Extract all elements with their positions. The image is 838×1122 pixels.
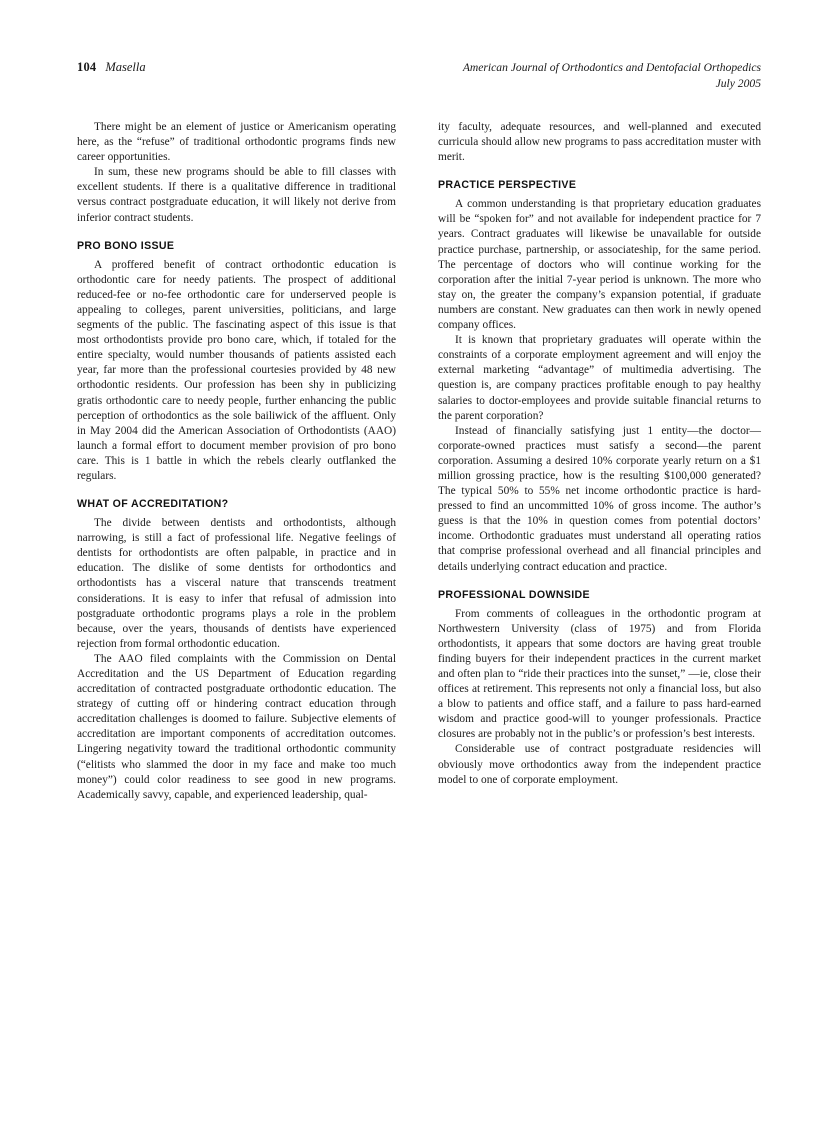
column-right [438,120,761,788]
heading-pro-bono-issue: PRO BONO ISSUE [77,239,175,252]
column-left [77,120,396,803]
paragraph-financially-satisfying: Instead of financially satisfying just 1 entity—the doctor—corporate-owned practices must satisfy a second—the parent corporation. Assuming a desired 10% corporate yearly return on a $1 million grossing practice, how is the resulting $100,000 generated? The typical 50% to 55% net income orthodontic practice is hard-pressed to find an uncommitted 10% of gross income. The author’s guess is that the 10% in question comes from potential doctors’ income. Orthodontic graduates must understand all operating ratios that comprise professional overhead and all financial principles and details underlying contract education and practice. [438,424,761,573]
journal-title: American Journal of Orthodontics and Dentofacial Orthopedics [462,61,761,74]
running-head-left [77,60,146,75]
running-head [77,60,761,93]
author-name: Masella [105,60,146,74]
paragraph-quality-faculty-continued: ity faculty, adequate resources, and well-planned and executed curricula should allow new programs to pass accreditation muster with merit. [438,121,761,164]
paragraph-proffered-benefit: A proffered benefit of contract orthodontic education is orthodontic care for needy patients. The prospect of additional reduced-fee or no-fee orthodontic care for underserved people is appealing to colleges, parent universities, politicians, and large segments of the public. The fascinating aspect of this issue is that most orthodontists provide pro bono care, which, if totaled for the entire specialty, would number thousands of patients assisted each year, far more than the professional courtesies provided by 48 new orthodontic residents. Our profession has been shy in publicizing gratis orthodontic care to needy people, further enhancing the public perception of orthodontics as the sole bailiwick of the affluent. Only in May 2004 did the American Association of Orthodontists (AAO) launch a formal effort to document member provision of pro bono care. This is 1 battle in which the rebels clearly outflanked the regulars. [77,258,396,482]
paragraph-common-understanding: A common understanding is that proprietary education graduates will be “spoken for” and not available for independent practice for 7 years. Contract graduates will likewise be unavailable for outside practice purchase, partnership, or associateship, for the same period. The percentage of doctors who will continue working for the corporation after the initial 7-year period is unknown. The more who stay on, the greater the company’s expansion potential, if graduate numbers are constant. New graduates can then work in newly opened company offices. [438,198,761,332]
body-columns [77,120,761,1070]
paragraph-proprietary-graduates: It is known that proprietary graduates will operate within the constraints of a corporate employment agreement and will enjoy the external marketing “advantage” of multimedia advertising. The question is, are company practices profitable enough to pay healthy salaries to doctor-employees and provide suitable financial returns to the parent corporation? [438,334,761,422]
heading-professional-downside: PROFESSIONAL DOWNSIDE [438,588,590,601]
paragraph-aao-complaints: The AAO filed complaints with the Commission on Dental Accreditation and the US Department of Education regarding accreditation of contracted postgraduate orthodontic education. The strategy of cutting off or hindering contract education through accreditation challenges is doomed to failure. Subjective elements of accreditation are important components of accreditation outcomes. Lingering negativity toward the traditional orthodontic community (“elitists who slammed the door in my face and make too much money”) could color readiness to see good in new programs. Academically savvy, capable, and experienced leadership, qual- [77,652,396,801]
page-number: 104 [77,60,97,74]
heading-what-of-accreditation: WHAT OF ACCREDITATION? [77,498,229,511]
running-head-right [463,60,761,93]
paragraph-in-sum: In sum, these new programs should be able to fill classes with excellent students. If there is a qualitative difference in traditional versus contract postgraduate education, it will likely not derive from inferior contract students. [77,166,396,224]
issue-date: July 2005 [715,77,761,91]
paragraph-divide-dentists: The divide between dentists and orthodontists, although narrowing, is still a fact of professional life. Negative feelings of dentists for orthodontists are often palpable, in practice and in education. The dislike of some dentists for orthodontics and orthodontists has a visceral nature that transcends treatment considerations. It is easy to infer that refusal of admission into postgraduate orthodontic programs plays a role in the problem because, over the years, thousands of dentists have experienced rejection from formal orthodontic education. [77,517,396,650]
paragraph-colleagues-comments: From comments of colleagues in the orthodontic program at Northwestern University (class of 1975) and from Florida orthodontists, it appears that some doctors are having great trouble finding buyers for their independent practices in the current market and often plan to “ride their practices into the sunset,” —ie, close their offices at retirement. This represents not only a financial loss, but also a blow to patients and office staff, and a failure to pass hard-earned wisdom and practice good-will to younger professionals. Practice closures are probably not in the public’s or profession’s best interests. [438,607,761,741]
heading-practice-perspective: PRACTICE PERSPECTIVE [438,179,577,192]
paragraph-considerable-use: Considerable use of contract postgraduate residencies will obviously move orthodontics away from the independent practice model to one of corporate employment. [438,743,761,786]
paragraph-justice-americanism: There might be an element of justice or Americanism operating here, as the “refuse” of traditional orthodontic programs finds new career opportunities. [77,121,396,164]
